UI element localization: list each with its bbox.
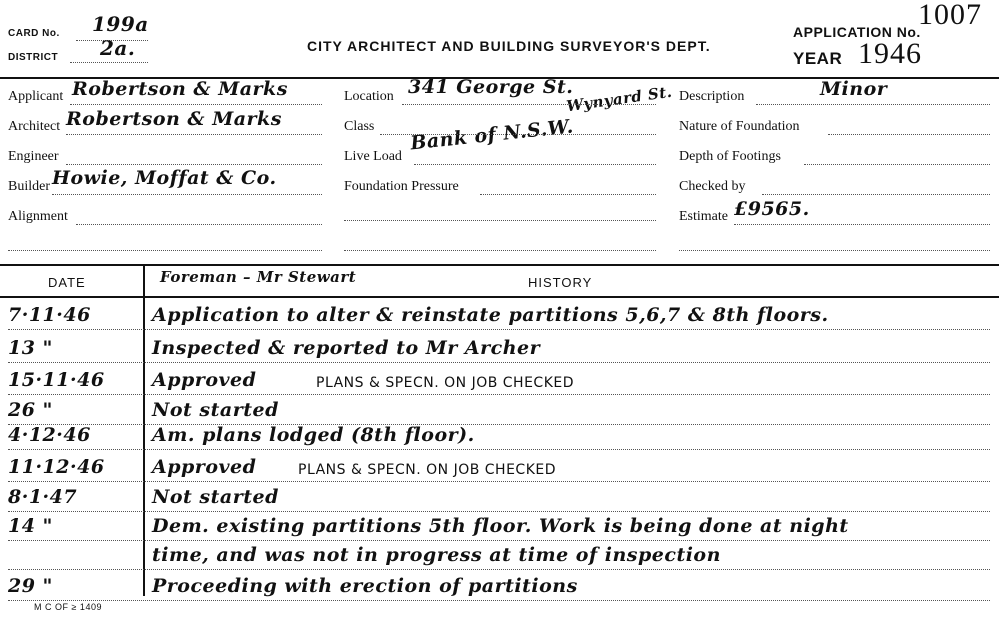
history-row-line	[8, 329, 990, 330]
history-row-line	[8, 449, 990, 450]
description-label: Description	[679, 89, 745, 104]
estimate-value: £9565.	[734, 198, 810, 220]
description-value: Minor	[820, 78, 888, 100]
history-date: 29 "	[8, 575, 53, 597]
architect-label: Architect	[8, 119, 61, 134]
history-entry: Approved	[152, 456, 257, 478]
history-row-line	[8, 600, 990, 601]
application-no-value: 1007	[918, 0, 982, 31]
history-entry: Dem. existing partitions 5th floor. Work is being done at night	[152, 515, 849, 537]
engineer-label: Engineer	[8, 149, 59, 164]
history-date: 11·12·46	[8, 456, 105, 478]
foreman-note: Foreman – Mr Stewart	[160, 268, 357, 286]
card-no-label: CARD No.	[8, 28, 60, 39]
class-label: Class	[344, 119, 375, 134]
history-entry: Proceeding with erection of partitions	[152, 575, 578, 597]
date-header: DATE	[48, 275, 86, 290]
history-stamp: PLANS & SPECN. ON JOB CHECKED	[298, 462, 557, 478]
district-value: 2a.	[100, 36, 136, 60]
history-entry: Application to alter & reinstate partitions 5,6,7 & 8th floors.	[152, 304, 829, 326]
applicant-label: Applicant	[8, 89, 64, 104]
history-date: 8·1·47	[8, 486, 78, 508]
estimate-label: Estimate	[679, 209, 728, 224]
history-entry: Am. plans lodged (8th floor).	[152, 424, 475, 446]
history-date: 26 "	[8, 399, 53, 421]
district-label: DISTRICT	[8, 52, 59, 63]
history-entry: Not started	[152, 399, 279, 421]
checked-by-label: Checked by	[679, 179, 746, 194]
location-label: Location	[344, 89, 394, 104]
history-date: 14 "	[8, 515, 53, 537]
application-no-label: APPLICATION No.	[793, 24, 921, 40]
applicant-value: Robertson & Marks	[72, 78, 288, 100]
history-row-line	[8, 511, 990, 512]
year-value: 1946	[858, 37, 922, 70]
history-entry: Not started	[152, 486, 279, 508]
nature-of-foundation-label: Nature of Foundation	[679, 119, 800, 134]
history-header-rule	[0, 296, 999, 298]
alignment-label: Alignment	[8, 209, 68, 224]
history-row-line	[8, 540, 990, 541]
history-top-rule	[0, 264, 999, 266]
history-date: 7·11·46	[8, 304, 91, 326]
date-column-rule	[143, 266, 145, 596]
history-entry: Inspected & reported to Mr Archer	[152, 337, 541, 359]
location-value: 341 George St.	[408, 76, 574, 98]
history-row-line	[8, 481, 990, 482]
history-entry: Approved	[152, 369, 257, 391]
location-value-2: Wynyard St.	[565, 82, 674, 116]
history-date: 15·11·46	[8, 369, 105, 391]
live-load-label: Live Load	[344, 149, 402, 164]
history-date: 4·12·46	[8, 424, 91, 446]
form-code: M C OF ≥ 1409	[34, 602, 102, 612]
year-label: YEAR	[793, 49, 843, 68]
builder-value: Howie, Moffat & Co.	[52, 167, 277, 189]
architect-value: Robertson & Marks	[66, 108, 282, 130]
depth-of-footings-label: Depth of Footings	[679, 149, 781, 164]
history-row-line	[8, 569, 990, 570]
history-date: 13 "	[8, 337, 53, 359]
class-value: Bank of N.S.W.	[409, 115, 575, 155]
builder-label: Builder	[8, 179, 50, 194]
history-entry: time, and was not in progress at time of inspection	[152, 544, 721, 566]
history-header: HISTORY	[528, 275, 593, 290]
foundation-pressure-label: Foundation Pressure	[344, 179, 459, 194]
card-no-value: 199a	[92, 12, 149, 36]
department-title: CITY ARCHITECT AND BUILDING SURVEYOR'S DEPT.	[307, 38, 711, 54]
history-stamp: PLANS & SPECN. ON JOB CHECKED	[316, 375, 575, 391]
history-row-line	[8, 394, 990, 395]
history-row-line	[8, 362, 990, 363]
